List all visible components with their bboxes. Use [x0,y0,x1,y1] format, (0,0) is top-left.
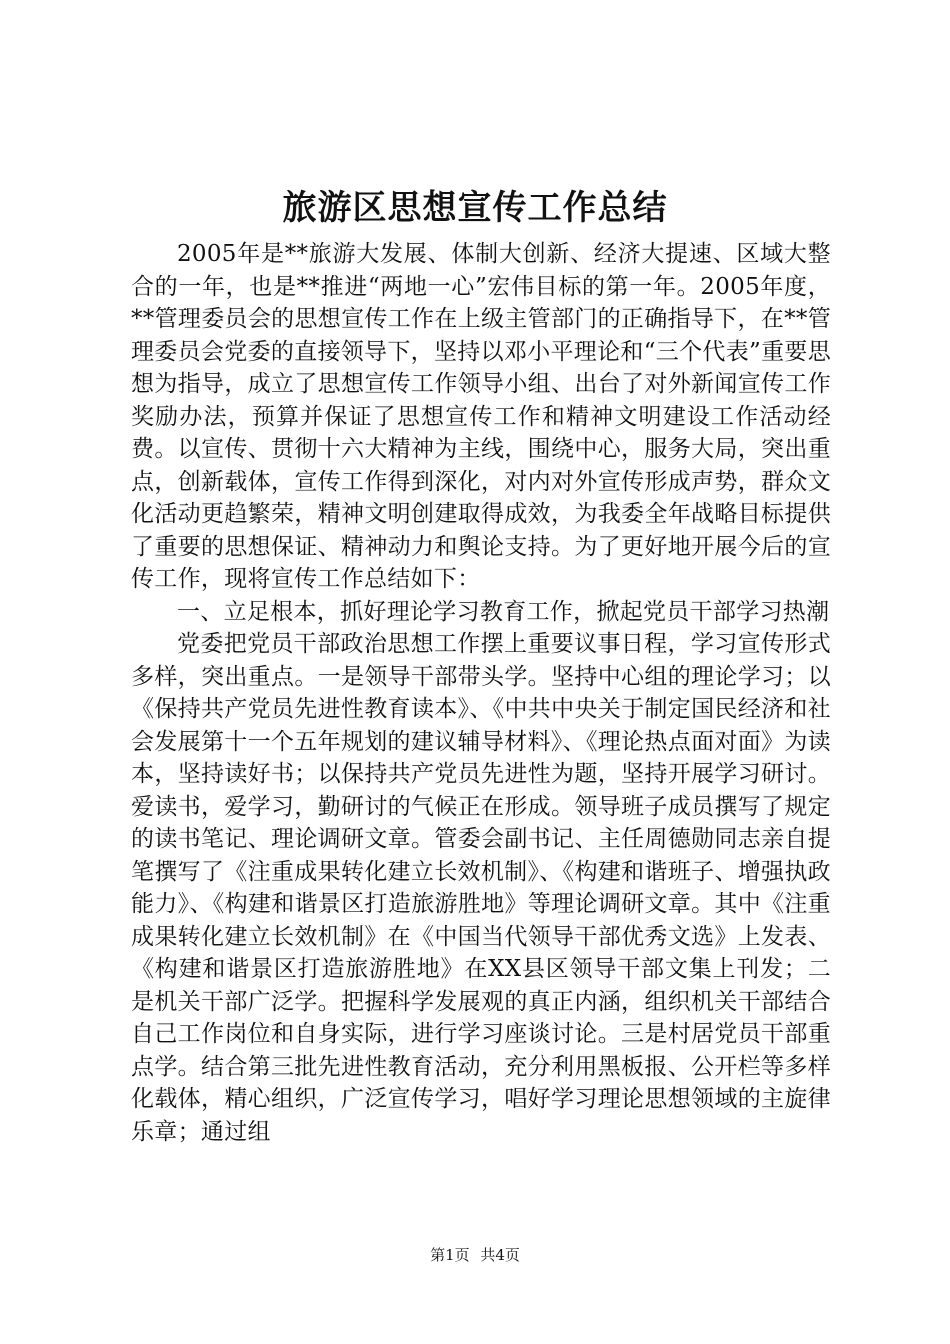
document-body [131,238,831,1148]
page-number: 第1页 [430,1246,470,1264]
page-total: 共4页 [480,1246,520,1264]
section-heading-1: 一、立足根本，抓好理论学习教育工作，掀起党员干部学习热潮 [177,598,830,625]
paragraph-section-1: 党委把党员干部政治思想工作摆上重要议事日程，学习宣传形式多样，突出重点。一是领导干部带头学。坚持中心组的理论学习；以《保持共产党员先进性教育读本》、《中共中央关于制定国民经济和社会发展第十一个五年规划的建议辅导材料》、《理论热点面对面》为读本，坚持读好书；以保持共产党员先进性为题，坚持开展学习研讨。爱读书，爱学习，勤研讨的气候正在形成。领导班子成员撰写了规定的读书笔记、理论调研文章。管委会副书记、主任周德勋同志亲自提笔撰写了《注重成果转化建立长效机制》、《构建和谐班子、增强执政能力》、《构建和谐景区打造旅游胜地》等理论调研文章。其中《注重成果转化建立长效机制》在《中国当代领导干部优秀文选》上发表、《构建和谐景区打造旅游胜地》在XX县区领导干部文集上刊发；二是机关干部广泛学。把握科学发展观的真正内涵，组织机关干部结合自己工作岗位和自身实际，进行学习座谈讨论。三是村居党员干部重点学。结合第三批先进性教育活动，充分利用黑板报、公开栏等多样化载体，精心组织，广泛宣传学习，唱好学习理论思想领域的主旋律乐章；通过组 [131,631,831,1145]
document-title: 旅游区思想宣传工作总结 [282,188,668,228]
paragraph-intro: 2005年是**旅游大发展、体制大创新、经济大提速、区域大整合的一年，也是**推进“两地一心”宏伟目标的第一年。2005年度，**管理委员会的思想宣传工作在上级主管部门的正确指导下，在**管理委员会党委的直接领导下，坚持以邓小平理论和“三个代表”重要思想为指导，成立了思想宣传工作领导小组、出台了对外新闻宣传工作奖励办法，预算并保证了思想宣传工作和精神文明建设工作活动经费。以宣传、贯彻十六大精神为主线，围绕中心，服务大局，突出重点，创新载体，宣传工作得到深化，对内对外宣传形成声势，群众文化活动更趋繁荣，精神文明创建取得成效，为我委全年战略目标提供了重要的思想保证、精神动力和舆论支持。为了更好地开展今后的宣传工作，现将宣传工作总结如下： [131,241,831,592]
page-footer [0,1244,950,1266]
